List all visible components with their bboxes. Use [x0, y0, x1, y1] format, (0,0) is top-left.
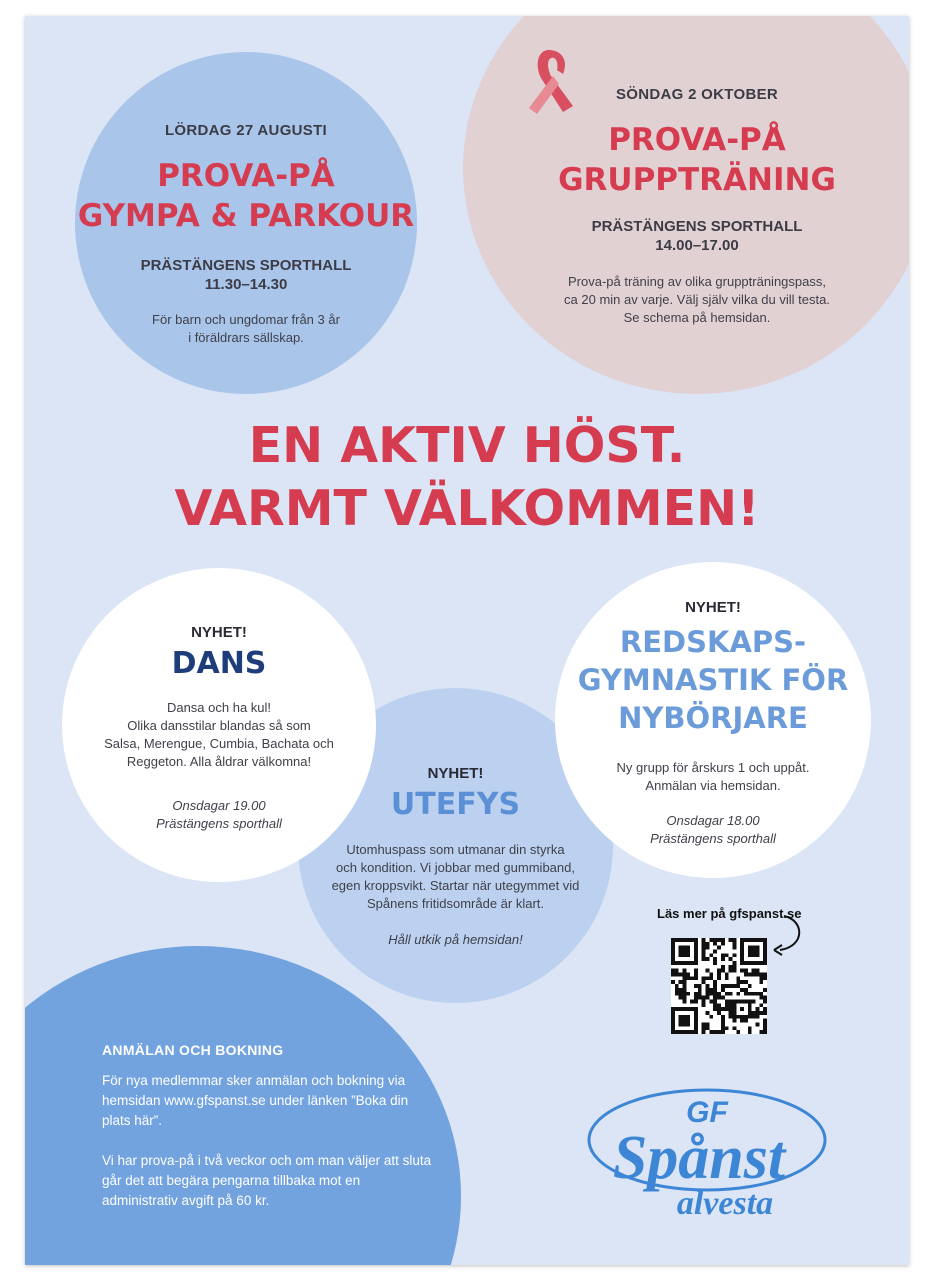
utefys-badge: NYHET!	[427, 765, 484, 782]
gf-spanst-logo	[571, 1082, 831, 1222]
redskap-where: Prästängens sporthall	[650, 831, 776, 846]
gympa-circle	[75, 52, 417, 394]
dans-where: Prästängens sporthall	[156, 816, 282, 831]
dans-desc-line1: Dansa och ha kul!	[166, 700, 272, 715]
dans-desc-line2: Olika dansstilar blandas så som	[127, 718, 311, 733]
dans-badge: NYHET!	[191, 624, 247, 641]
redskap-badge: NYHET!	[685, 599, 741, 616]
read-more-label: Läs mer på gfspanst.se	[657, 906, 802, 921]
gympa-desc-line2: i föräldrars sällskap.	[188, 330, 304, 345]
utefys-desc-line4: Spånens fritidsområde är klart.	[366, 896, 545, 911]
redskap-title-line1: REDSKAPS-	[619, 625, 807, 659]
anmalan-heading: ANMÄLAN OCH BOKNING	[102, 1042, 284, 1058]
dans-circle	[62, 568, 376, 882]
gympa-title-line2: GYMPA & PARKOUR	[77, 198, 415, 234]
grupp-venue: PRÄSTÄNGENS SPORTHALL	[591, 218, 803, 235]
dans-title: DANS	[171, 646, 267, 681]
logo-gf: GF	[686, 1096, 728, 1129]
anmalan-para1: För nya medlemmar sker anmälan och bokning via hemsidan www.gfspanst.se under länken ”Boka din plats här”.	[102, 1073, 409, 1128]
grupp-title-line2: GRUPPTRÄNING	[558, 162, 836, 198]
gympa-desc-line1: För barn och ungdomar från 3 år	[152, 312, 340, 327]
redskap-title-line2: GYMNASTIK FÖR	[577, 663, 849, 697]
logo-name: Spånst	[612, 1124, 786, 1192]
gympa-venue: PRÄSTÄNGENS SPORTHALL	[140, 257, 352, 274]
utefys-desc-line2: och kondition. Vi jobbar med gummiband,	[336, 860, 575, 875]
dans-when: Onsdagar 19.00	[172, 798, 266, 813]
grupp-desc-line3: Se schema på hemsidan.	[623, 310, 771, 325]
headline-line1: EN AKTIV HÖST.	[248, 417, 686, 474]
utefys-desc-line1: Utomhuspass som utmanar din styrka	[346, 842, 565, 857]
grupp-title-line1: PROVA-PÅ	[608, 122, 786, 158]
redskap-title-line3: NYBÖRJARE	[618, 701, 808, 735]
curved-arrow-icon	[770, 912, 810, 960]
dans-desc-line3: Salsa, Merengue, Cumbia, Bachata och	[104, 736, 334, 751]
qr-code[interactable]	[671, 938, 767, 1034]
anmalan-body	[102, 1071, 432, 1211]
gympa-date: LÖRDAG 27 AUGUSTI	[164, 122, 328, 139]
redskap-desc-line1: Ny grupp för årskurs 1 och uppåt.	[616, 760, 810, 775]
dans-desc-line4: Reggeton. Alla åldrar välkomna!	[126, 754, 312, 769]
gympa-title-line1: PROVA-PÅ	[157, 158, 335, 194]
redskap-when: Onsdagar 18.00	[666, 813, 760, 828]
redskap-circle	[555, 562, 871, 878]
grupp-date: SÖNDAG 2 OKTOBER	[615, 86, 779, 103]
grupp-desc-line1: Prova-på träning av olika gruppträningspass,	[568, 274, 826, 289]
utefys-desc-line3: egen kroppsvikt. Startar när utegymmet vid	[331, 878, 580, 893]
redskap-desc-line2: Anmälan via hemsidan.	[645, 778, 781, 793]
poster	[25, 16, 909, 1265]
grupp-time: 14.00–17.00	[655, 237, 739, 254]
grupp-desc-line2: ca 20 min av varje. Välj själv vilka du vill testa.	[564, 292, 830, 307]
logo-town: alvesta	[676, 1185, 774, 1222]
awareness-ribbon-icon	[523, 44, 579, 116]
utefys-note: Håll utkik på hemsidan!	[388, 932, 523, 947]
anmalan-para2: Vi har prova-på i två veckor och om man väljer att sluta går det att begära pengarna tillbaka mot en administrativ avgift på 60 kr.	[102, 1153, 432, 1208]
gympa-time: 11.30–14.30	[204, 276, 288, 293]
headline-line2: VARMT VÄLKOMMEN!	[174, 480, 760, 537]
utefys-title: UTEFYS	[390, 787, 521, 822]
